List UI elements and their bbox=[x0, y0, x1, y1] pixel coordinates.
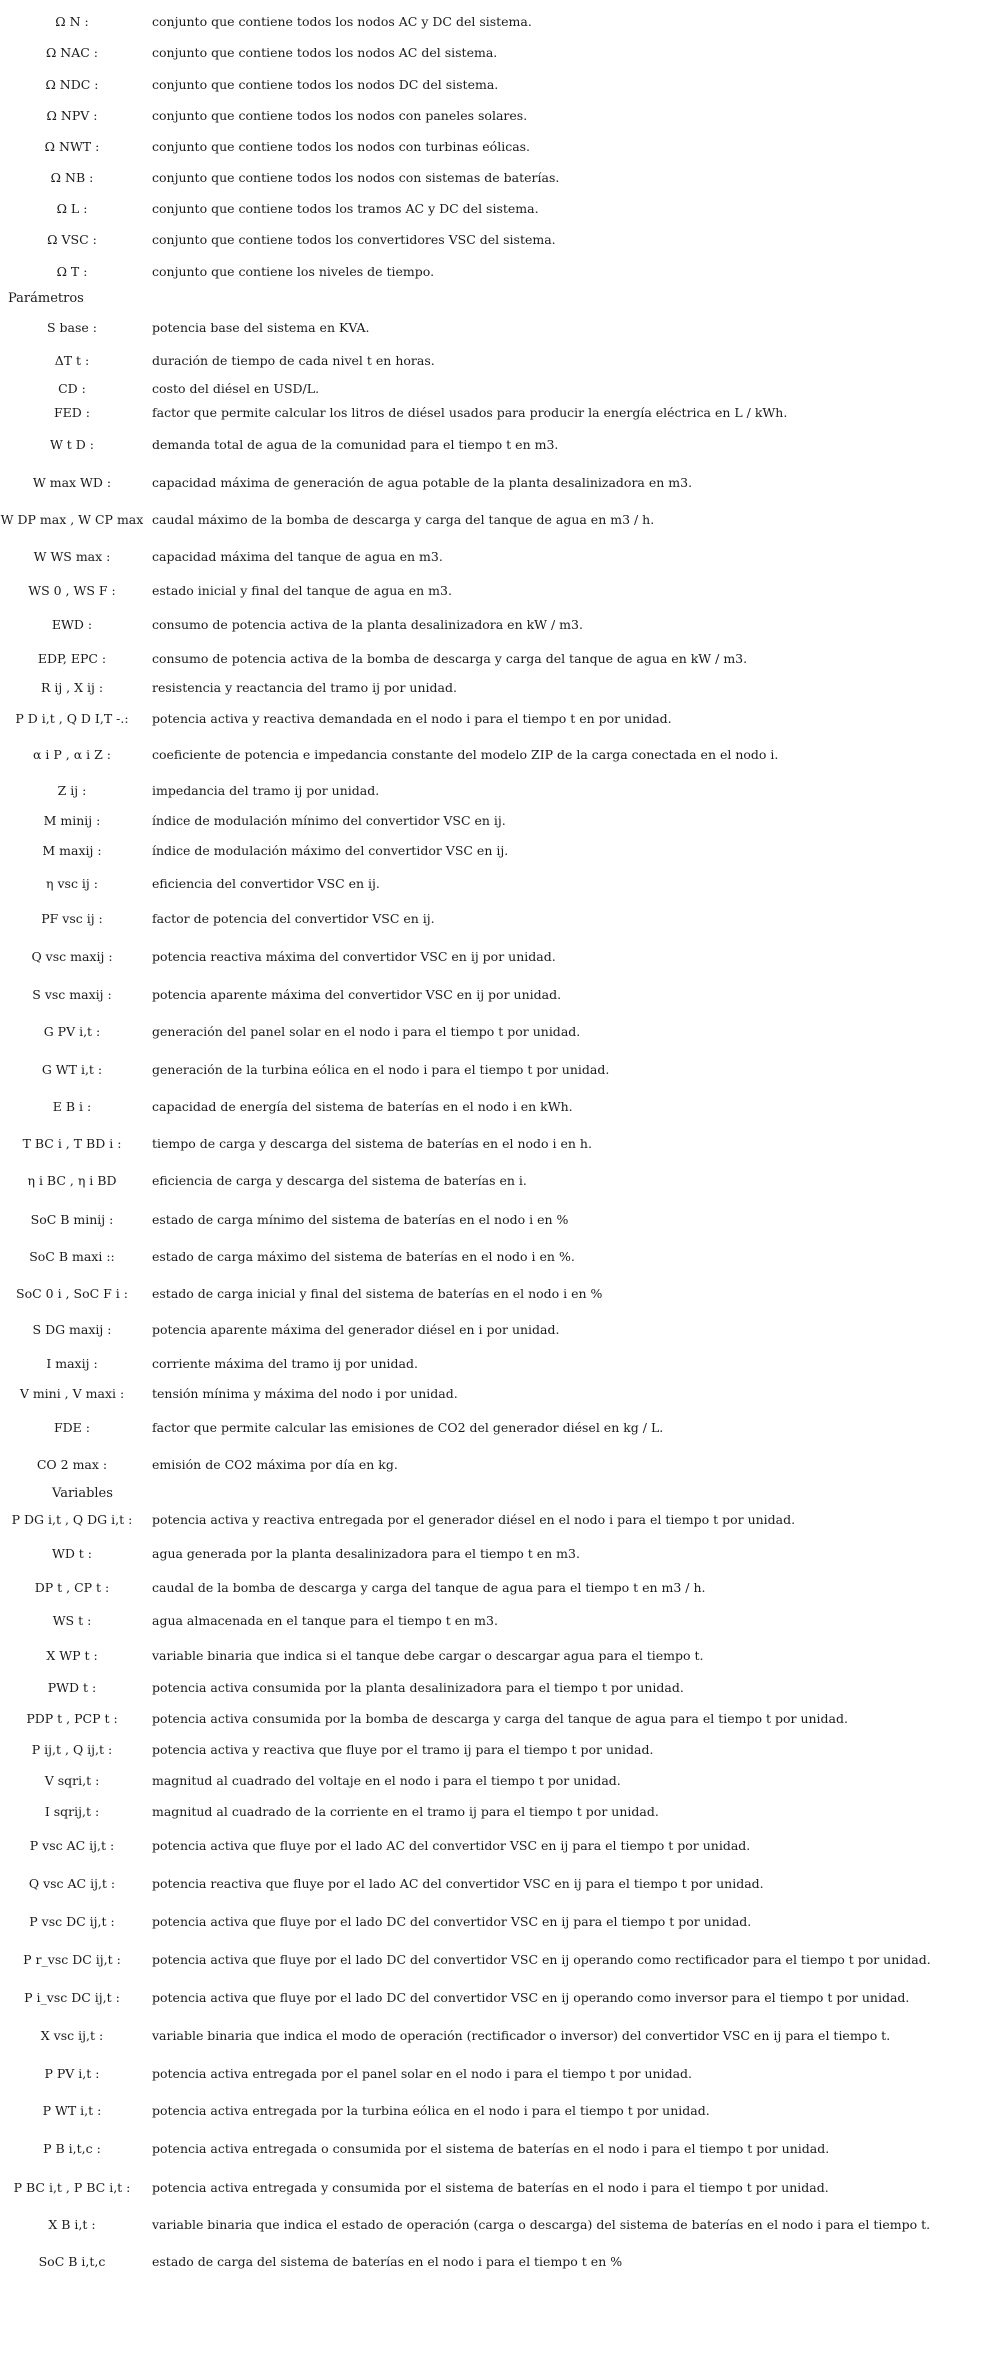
set-description: conjunto que contiene todos los nodos DC del sistema. bbox=[152, 77, 499, 92]
parameter-description: capacidad máxima del tanque de agua en m3. bbox=[152, 549, 443, 564]
parameter-symbol: FDE : bbox=[53, 1420, 90, 1435]
parameter-symbol: SoC B minij : bbox=[30, 1212, 114, 1227]
variable-symbol: I sqrij,t : bbox=[44, 1804, 100, 1819]
variable-description: potencia activa y reactiva entregada por el generador diésel en el nodo i para el tiempo t por unidad. bbox=[152, 1512, 796, 1527]
parameter-symbol: R ij , X ij : bbox=[40, 680, 104, 695]
parameter-description: corriente máxima del tramo ij por unidad. bbox=[152, 1356, 418, 1371]
parameter-description: generación de la turbina eólica en el nodo i para el tiempo t por unidad. bbox=[152, 1062, 610, 1077]
variable-description: potencia reactiva que fluye por el lado AC del convertidor VSC en ij para el tiempo t por unidad. bbox=[152, 1876, 764, 1891]
parameter-description: potencia base del sistema en KVA. bbox=[152, 320, 370, 335]
variable-description: variable binaria que indica el estado de operación (carga o descarga) del sistema de baterías en el nodo i para el tiempo t. bbox=[152, 2217, 931, 2232]
parameter-symbol: η i BC , η i BD bbox=[27, 1173, 117, 1188]
parameter-symbol: G PV i,t : bbox=[43, 1024, 101, 1039]
variable-description: magnitud al cuadrado de la corriente en el tramo ij para el tiempo t por unidad. bbox=[152, 1804, 659, 1819]
set-symbol: Ω NPV : bbox=[46, 108, 98, 123]
variable-symbol: V sqri,t : bbox=[44, 1773, 100, 1788]
parameter-symbol: η vsc ij : bbox=[46, 876, 98, 891]
parameter-description: duración de tiempo de cada nivel t en horas. bbox=[152, 353, 435, 368]
parameter-description: potencia aparente máxima del generador diésel en i por unidad. bbox=[152, 1322, 560, 1337]
parameter-symbol: EWD : bbox=[51, 617, 93, 632]
variable-description: potencia activa y reactiva que fluye por el tramo ij para el tiempo t por unidad. bbox=[152, 1742, 654, 1757]
variable-symbol: P B i,t,c : bbox=[43, 2141, 101, 2156]
parameter-description: consumo de potencia activa de la bomba de descarga y carga del tanque de agua en kW / m3. bbox=[152, 651, 748, 666]
parameter-description: capacidad de energía del sistema de baterías en el nodo i en kWh. bbox=[152, 1099, 573, 1114]
parameter-symbol: Q vsc maxij : bbox=[31, 949, 113, 964]
parameter-symbol: W max WD : bbox=[32, 475, 112, 490]
set-description: conjunto que contiene todos los nodos con sistemas de baterías. bbox=[152, 170, 560, 185]
set-description: conjunto que contiene los niveles de tiempo. bbox=[152, 264, 435, 279]
set-description: conjunto que contiene todos los convertidores VSC del sistema. bbox=[152, 232, 556, 247]
variable-symbol: PWD t : bbox=[47, 1680, 97, 1695]
variable-description: potencia activa entregada y consumida por el sistema de baterías en el nodo i para el tiempo t por unidad. bbox=[152, 2180, 829, 2195]
set-description: conjunto que contiene todos los nodos con paneles solares. bbox=[152, 108, 528, 123]
variable-symbol: P PV i,t : bbox=[44, 2066, 100, 2081]
parameter-description: tiempo de carga y descarga del sistema de baterías en el nodo i en h. bbox=[152, 1136, 592, 1151]
parameter-symbol: M minij : bbox=[43, 813, 101, 828]
parameter-symbol: SoC B maxi :: bbox=[29, 1249, 115, 1264]
variable-symbol: SoC B i,t,c bbox=[38, 2254, 106, 2269]
variable-symbol: P DG i,t , Q DG i,t : bbox=[11, 1512, 133, 1527]
parameter-description: factor que permite calcular las emisiones de CO2 del generador diésel en kg / L. bbox=[152, 1420, 664, 1435]
variable-symbol: Q vsc AC ij,t : bbox=[28, 1876, 116, 1891]
variable-description: estado de carga del sistema de baterías en el nodo i para el tiempo t en % bbox=[152, 2254, 623, 2269]
set-symbol: Ω NAC : bbox=[45, 45, 99, 60]
parameter-symbol: EDP, EPC : bbox=[37, 651, 107, 666]
parameter-symbol: E B i : bbox=[52, 1099, 92, 1114]
variable-description: potencia activa consumida por la bomba de descarga y carga del tanque de agua para el tiempo t por unidad. bbox=[152, 1711, 848, 1726]
variable-symbol: PDP t , PCP t : bbox=[26, 1711, 118, 1726]
parameter-description: consumo de potencia activa de la planta desalinizadora en kW / m3. bbox=[152, 617, 583, 632]
parameter-description: estado inicial y final del tanque de agua en m3. bbox=[152, 583, 452, 598]
parameter-description: factor de potencia del convertidor VSC en ij. bbox=[152, 911, 435, 926]
parameter-symbol: T BC i , T BD i : bbox=[22, 1136, 122, 1151]
parameter-description: estado de carga mínimo del sistema de baterías en el nodo i en % bbox=[152, 1212, 569, 1227]
parameter-symbol: PF vsc ij : bbox=[41, 911, 103, 926]
variable-symbol: X B i,t : bbox=[48, 2217, 96, 2232]
parameter-description: potencia reactiva máxima del convertidor VSC en ij por unidad. bbox=[152, 949, 556, 964]
parameter-description: factor que permite calcular los litros de diésel usados para producir la energía eléctrica en L / kWh. bbox=[152, 405, 788, 420]
parameter-symbol: ΔT t : bbox=[54, 353, 90, 368]
variable-description: potencia activa que fluye por el lado AC del convertidor VSC en ij para el tiempo t por unidad. bbox=[152, 1838, 751, 1853]
variable-symbol: P i_vsc DC ij,t : bbox=[24, 1990, 120, 2005]
variable-description: caudal de la bomba de descarga y carga del tanque de agua para el tiempo t en m3 / h. bbox=[152, 1580, 706, 1595]
parameter-description: demanda total de agua de la comunidad para el tiempo t en m3. bbox=[152, 437, 559, 452]
parameter-description: emisión de CO2 máxima por día en kg. bbox=[152, 1457, 398, 1472]
set-description: conjunto que contiene todos los nodos AC y DC del sistema. bbox=[152, 14, 532, 29]
parameter-symbol: FED : bbox=[53, 405, 90, 420]
set-description: conjunto que contiene todos los tramos AC y DC del sistema. bbox=[152, 201, 539, 216]
variables-heading: Variables bbox=[52, 1486, 113, 1501]
variable-description: potencia activa que fluye por el lado DC del convertidor VSC en ij operando como rectificador para el tiempo t por unidad. bbox=[152, 1952, 931, 1967]
variable-symbol: P BC i,t , P BC i,t : bbox=[13, 2180, 131, 2195]
variable-description: agua almacenada en el tanque para el tiempo t en m3. bbox=[152, 1613, 498, 1628]
set-symbol: Ω NDC : bbox=[45, 77, 99, 92]
parameter-symbol: W DP max , W CP max bbox=[0, 512, 144, 527]
variable-description: potencia activa que fluye por el lado DC del convertidor VSC en ij para el tiempo t por unidad. bbox=[152, 1914, 752, 1929]
parameter-symbol: S DG maxij : bbox=[32, 1322, 112, 1337]
parameter-symbol: G WT i,t : bbox=[41, 1062, 103, 1077]
variable-symbol: X vsc ij,t : bbox=[40, 2028, 104, 2043]
parameter-description: costo del diésel en USD/L. bbox=[152, 381, 320, 396]
parameter-symbol: W WS max : bbox=[33, 549, 111, 564]
set-symbol: Ω VSC : bbox=[47, 232, 97, 247]
variable-description: variable binaria que indica el modo de operación (rectificador o inversor) del convertidor VSC en ij para el tiempo t. bbox=[152, 2028, 891, 2043]
set-description: conjunto que contiene todos los nodos AC del sistema. bbox=[152, 45, 498, 60]
variable-description: potencia activa entregada por la turbina eólica en el nodo i para el tiempo t por unidad. bbox=[152, 2103, 710, 2118]
set-symbol: Ω NWT : bbox=[44, 139, 100, 154]
parameter-description: índice de modulación máximo del convertidor VSC en ij. bbox=[152, 843, 509, 858]
variable-symbol: P ij,t , Q ij,t : bbox=[31, 1742, 113, 1757]
variable-symbol: P r_vsc DC ij,t : bbox=[23, 1952, 121, 1967]
variable-description: agua generada por la planta desalinizadora para el tiempo t en m3. bbox=[152, 1546, 580, 1561]
variable-symbol: P vsc AC ij,t : bbox=[29, 1838, 115, 1853]
parametros-heading: Parámetros bbox=[8, 291, 84, 306]
variable-symbol: X WP t : bbox=[46, 1648, 98, 1663]
parameter-description: estado de carga máximo del sistema de baterías en el nodo i en %. bbox=[152, 1249, 575, 1264]
parameter-symbol: V mini , V maxi : bbox=[19, 1386, 125, 1401]
variable-symbol: P WT i,t : bbox=[42, 2103, 102, 2118]
parameter-symbol: S base : bbox=[47, 320, 97, 335]
parameter-symbol: W t D : bbox=[49, 437, 95, 452]
parameter-description: capacidad máxima de generación de agua potable de la planta desalinizadora en m3. bbox=[152, 475, 693, 490]
variable-symbol: P vsc DC ij,t : bbox=[29, 1914, 115, 1929]
parameter-symbol: SoC 0 i , SoC F i : bbox=[16, 1286, 128, 1301]
parameter-description: estado de carga inicial y final del sistema de baterías en el nodo i en % bbox=[152, 1286, 603, 1301]
parameter-description: índice de modulación mínimo del convertidor VSC en ij. bbox=[152, 813, 506, 828]
parameter-description: caudal máximo de la bomba de descarga y carga del tanque de agua en m3 / h. bbox=[152, 512, 655, 527]
variable-description: potencia activa consumida por la planta desalinizadora para el tiempo t por unidad. bbox=[152, 1680, 684, 1695]
parameter-description: impedancia del tramo ij por unidad. bbox=[152, 783, 380, 798]
set-symbol: Ω NB : bbox=[50, 170, 94, 185]
variable-description: magnitud al cuadrado del voltaje en el nodo i para el tiempo t por unidad. bbox=[152, 1773, 621, 1788]
parameter-description: eficiencia de carga y descarga del sistema de baterías en i. bbox=[152, 1173, 527, 1188]
parameter-symbol: CO 2 max : bbox=[36, 1457, 108, 1472]
variable-description: potencia activa que fluye por el lado DC del convertidor VSC en ij operando como inversor para el tiempo t por unidad. bbox=[152, 1990, 910, 2005]
parameter-symbol: M maxij : bbox=[42, 843, 102, 858]
parameter-description: resistencia y reactancia del tramo ij por unidad. bbox=[152, 680, 457, 695]
set-symbol: Ω T : bbox=[56, 264, 88, 279]
parameter-description: eficiencia del convertidor VSC en ij. bbox=[152, 876, 380, 891]
variable-symbol: WD t : bbox=[51, 1546, 93, 1561]
parameter-description: generación del panel solar en el nodo i para el tiempo t por unidad. bbox=[152, 1024, 581, 1039]
parameter-symbol: α i P , α i Z : bbox=[33, 747, 111, 762]
parameter-description: tensión mínima y máxima del nodo i por unidad. bbox=[152, 1386, 458, 1401]
variable-symbol: WS t : bbox=[52, 1613, 92, 1628]
parameter-symbol: CD : bbox=[58, 381, 86, 396]
set-symbol: Ω L : bbox=[56, 201, 88, 216]
set-symbol: Ω N : bbox=[55, 14, 89, 29]
variable-description: variable binaria que indica si el tanque debe cargar o descargar agua para el tiempo t. bbox=[152, 1648, 704, 1663]
parameter-symbol: Z ij : bbox=[57, 783, 87, 798]
parameter-symbol: I maxij : bbox=[46, 1356, 98, 1371]
parameter-symbol: S vsc maxij : bbox=[32, 987, 112, 1002]
parameter-description: coeficiente de potencia e impedancia constante del modelo ZIP de la carga conectada en el nodo i. bbox=[152, 747, 779, 762]
set-description: conjunto que contiene todos los nodos con turbinas eólicas. bbox=[152, 139, 531, 154]
variable-symbol: DP t , CP t : bbox=[34, 1580, 110, 1595]
parameter-description: potencia activa y reactiva demandada en el nodo i para el tiempo t en por unidad. bbox=[152, 711, 672, 726]
variable-description: potencia activa entregada o consumida por el sistema de baterías en el nodo i para el tiempo t por unidad. bbox=[152, 2141, 830, 2156]
parameter-description: potencia aparente máxima del convertidor VSC en ij por unidad. bbox=[152, 987, 562, 1002]
parameter-symbol: WS 0 , WS F : bbox=[28, 583, 116, 598]
variable-description: potencia activa entregada por el panel solar en el nodo i para el tiempo t por unidad. bbox=[152, 2066, 693, 2081]
parameter-symbol: P D i,t , Q D I,T -.: bbox=[15, 711, 129, 726]
